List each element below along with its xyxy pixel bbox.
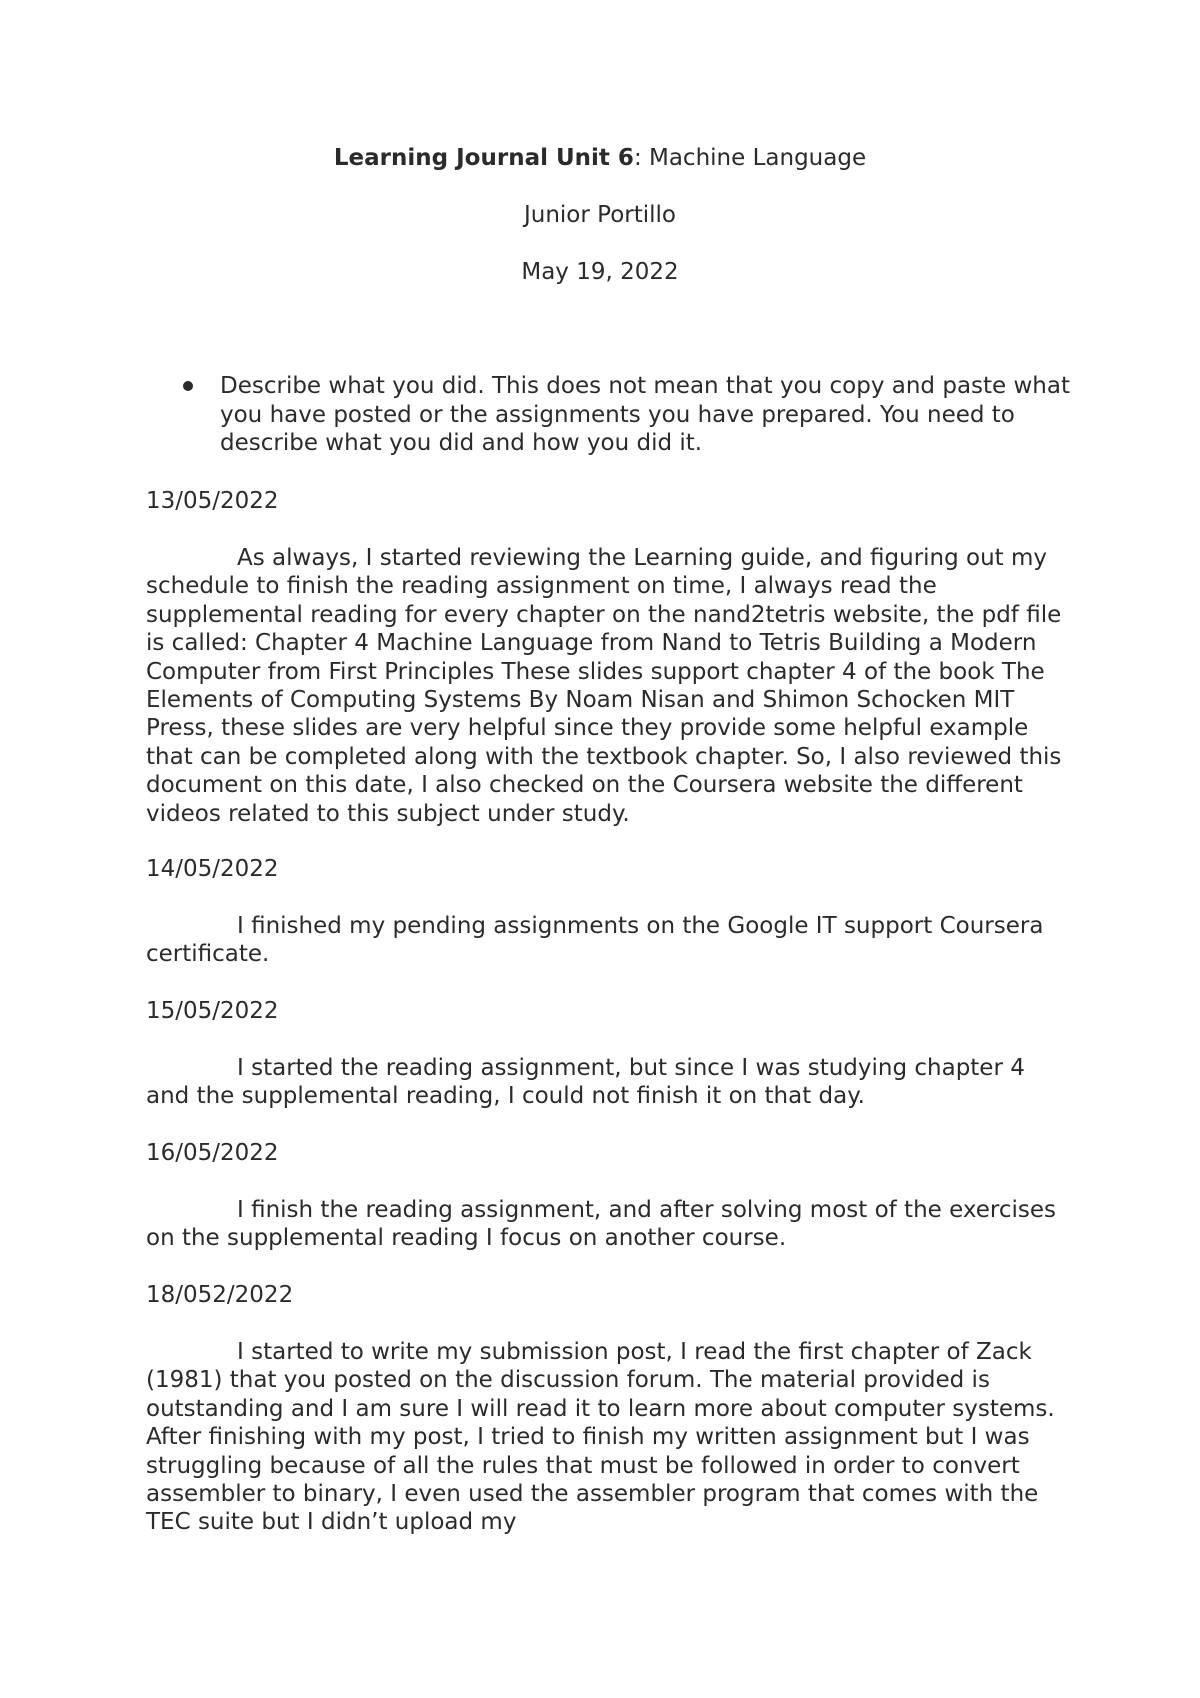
entry-date: 16/05/2022	[146, 1140, 279, 1166]
entry-body: As always, I started reviewing the Learning guide, and figuring out my schedule to finish the reading assignment on time, I always read the supplemental reading for every chapter on the nand2tetris website, the pdf file is called: Chapter 4 Machine Language from Nand to Tetris Building a Modern Computer from First Principles These slides support chapter 4 of the book The Elements of Computing Systems By Noam Nisan and Shimon Schocken MIT Press, these slides are very helpful since they provide some helpful example that can be completed along with the textbook chapter. So, I also reviewed this document on this date, I also checked on the Coursera website the different videos related to this subject under study.	[146, 545, 1062, 827]
entry-body: I started the reading assignment, but since I was studying chapter 4 and the supplemental reading, I could not finish it on that day.	[146, 1055, 1025, 1110]
entry-date: 13/05/2022	[146, 488, 279, 514]
entry-date: 14/05/2022	[146, 856, 279, 882]
title-rest: : Machine Language	[633, 145, 867, 171]
page-title	[0, 145, 1200, 171]
prompt-bullet-text: Describe what you did. This does not mean that you copy and paste what you have posted or the assignments you have prepared. You need to describe what you did and how you did it.	[220, 373, 1071, 456]
entry-body: I finish the reading assignment, and after solving most of the exercises on the supplemental reading I focus on another course.	[146, 1197, 1057, 1252]
bullet-icon	[183, 381, 193, 391]
document-date: May 19, 2022	[521, 259, 679, 285]
author-name: Junior Portillo	[523, 202, 676, 228]
entry-date: 15/05/2022	[146, 998, 279, 1024]
entry-body: I finished my pending assignments on the Google IT support Coursera certificate.	[146, 913, 1044, 968]
entry-date: 18/052/2022	[146, 1282, 294, 1308]
title-bold: Learning Journal Unit 6	[333, 145, 634, 171]
entry-body: I started to write my submission post, I read the first chapter of Zack (1981) that you posted on the discussion forum. The material provided is outstanding and I am sure I will read it to learn more about computer systems. After finishing with my post, I tried to finish my written assignment but I was struggling because of all the rules that must be followed in order to convert assembler to binary, I even used the assembler program that comes with the TEC suite but I didn’t upload my	[146, 1339, 1055, 1536]
